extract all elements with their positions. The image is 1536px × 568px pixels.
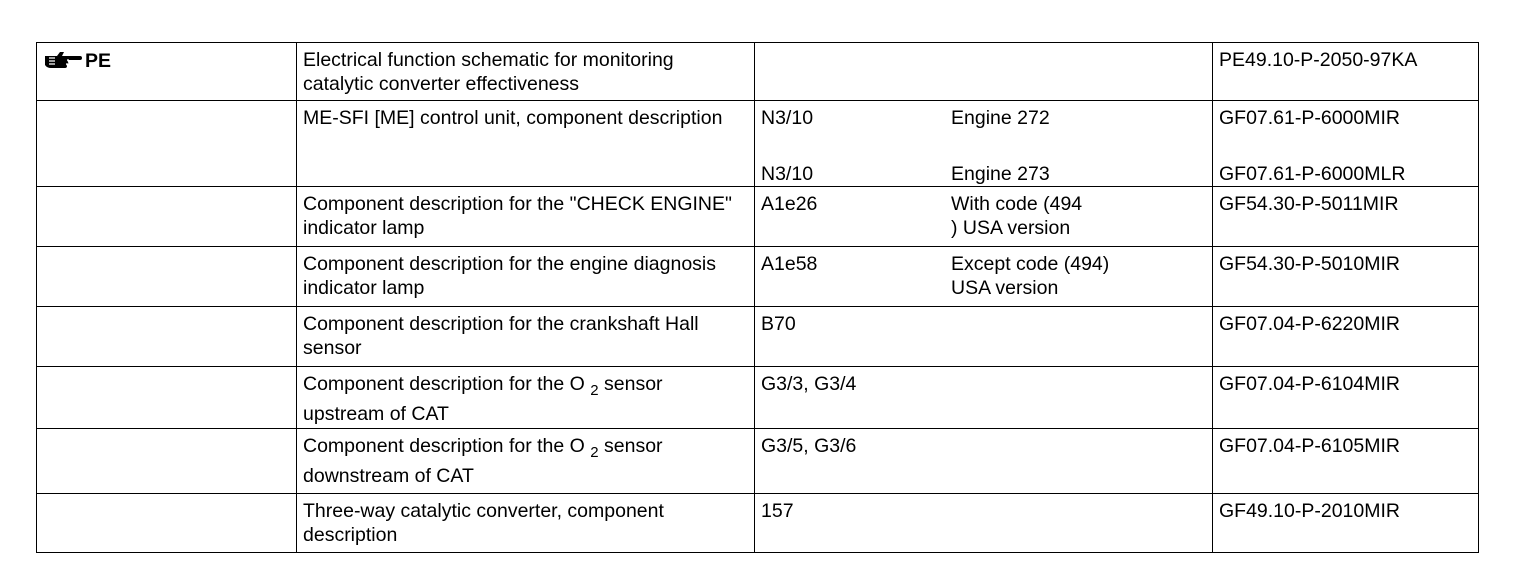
table-row [37,429,1479,494]
table-row [37,43,1479,101]
component-code: B70 [761,313,796,335]
component-note: Engine 273 [951,163,1050,185]
code-cell [755,43,1213,101]
reference-cell: GF49.10-P-2010MIR [1213,494,1479,553]
empty-cell [37,429,297,494]
subscript: 2 [590,382,599,399]
section-label: PE [85,49,112,72]
component-note [951,312,1206,360]
reference-cell: GF54.30-P-5011MIR [1213,187,1479,247]
component-code: A1e26 [761,193,818,215]
description-text: sensor [598,373,663,395]
reference-value: GF07.61-P-6000MIR [1219,107,1400,129]
description-cell: ME-SFI [ME] control unit, component description [297,101,755,187]
description-cell: Component description for the "CHECK ENGINE" indicator lamp [297,187,755,247]
description-text: downstream of CAT [303,465,474,487]
description-cell: Component description for the crankshaft Hall sensor [297,307,755,367]
reference-cell: GF07.04-P-6104MIR [1213,367,1479,429]
table-row [37,101,1479,187]
component-code: G3/5, G3/6 [761,435,857,457]
component-note [951,499,1206,547]
table-row [37,187,1479,247]
reference-cell: GF07.04-P-6220MIR [1213,307,1479,367]
component-note [951,252,1206,300]
note-line: With code (494 [951,193,1083,215]
component-code: A1e58 [761,253,818,275]
description-cell: Three-way catalytic converter, component description [297,494,755,553]
reference-cell [1213,101,1479,187]
component-note [951,192,1206,240]
reference-cell: GF54.30-P-5010MIR [1213,247,1479,307]
empty-cell [37,101,297,187]
empty-cell [37,307,297,367]
component-code [761,48,951,96]
component-code: G3/3, G3/4 [761,373,857,395]
subscript: 2 [590,444,599,461]
description-cell [297,429,755,494]
description-text: sensor [598,435,663,457]
code-cell [755,429,1213,494]
description-cell: Component description for the engine diagnosis indicator lamp [297,247,755,307]
code-cell [755,494,1213,553]
reference-table [36,42,1479,553]
table-row [37,307,1479,367]
empty-cell [37,367,297,429]
code-cell [755,187,1213,247]
component-code: N3/10 [761,163,814,185]
description-text: Component description for the O [303,435,591,457]
description-text: Component description for the O [303,373,591,395]
description-cell [297,367,755,429]
component-note [951,372,1206,420]
empty-cell [37,187,297,247]
section-marker-cell [37,43,297,101]
empty-cell [37,247,297,307]
code-cell [755,307,1213,367]
component-note [951,48,1206,96]
description-text: upstream of CAT [303,403,449,425]
code-cell [755,101,1213,187]
table-row [37,494,1479,553]
note-line: ) USA version [951,217,1071,239]
note-line: Except code (494) [951,253,1110,275]
table-row [37,247,1479,307]
reference-cell: PE49.10-P-2050-97KA [1213,43,1479,101]
reference-value: GF07.61-P-6000MLR [1219,163,1406,185]
code-cell [755,367,1213,429]
reference-cell: GF07.04-P-6105MIR [1213,429,1479,494]
table-row [37,367,1479,429]
component-code: N3/10 [761,107,814,129]
component-code: 157 [761,500,794,522]
description-cell: Electrical function schematic for monitoring catalytic converter effectiveness [297,43,755,101]
component-note: Engine 272 [951,107,1050,129]
component-note [951,434,1206,482]
code-cell [755,247,1213,307]
pointing-hand-icon [43,47,83,71]
note-line: USA version [951,277,1059,299]
empty-cell [37,494,297,553]
